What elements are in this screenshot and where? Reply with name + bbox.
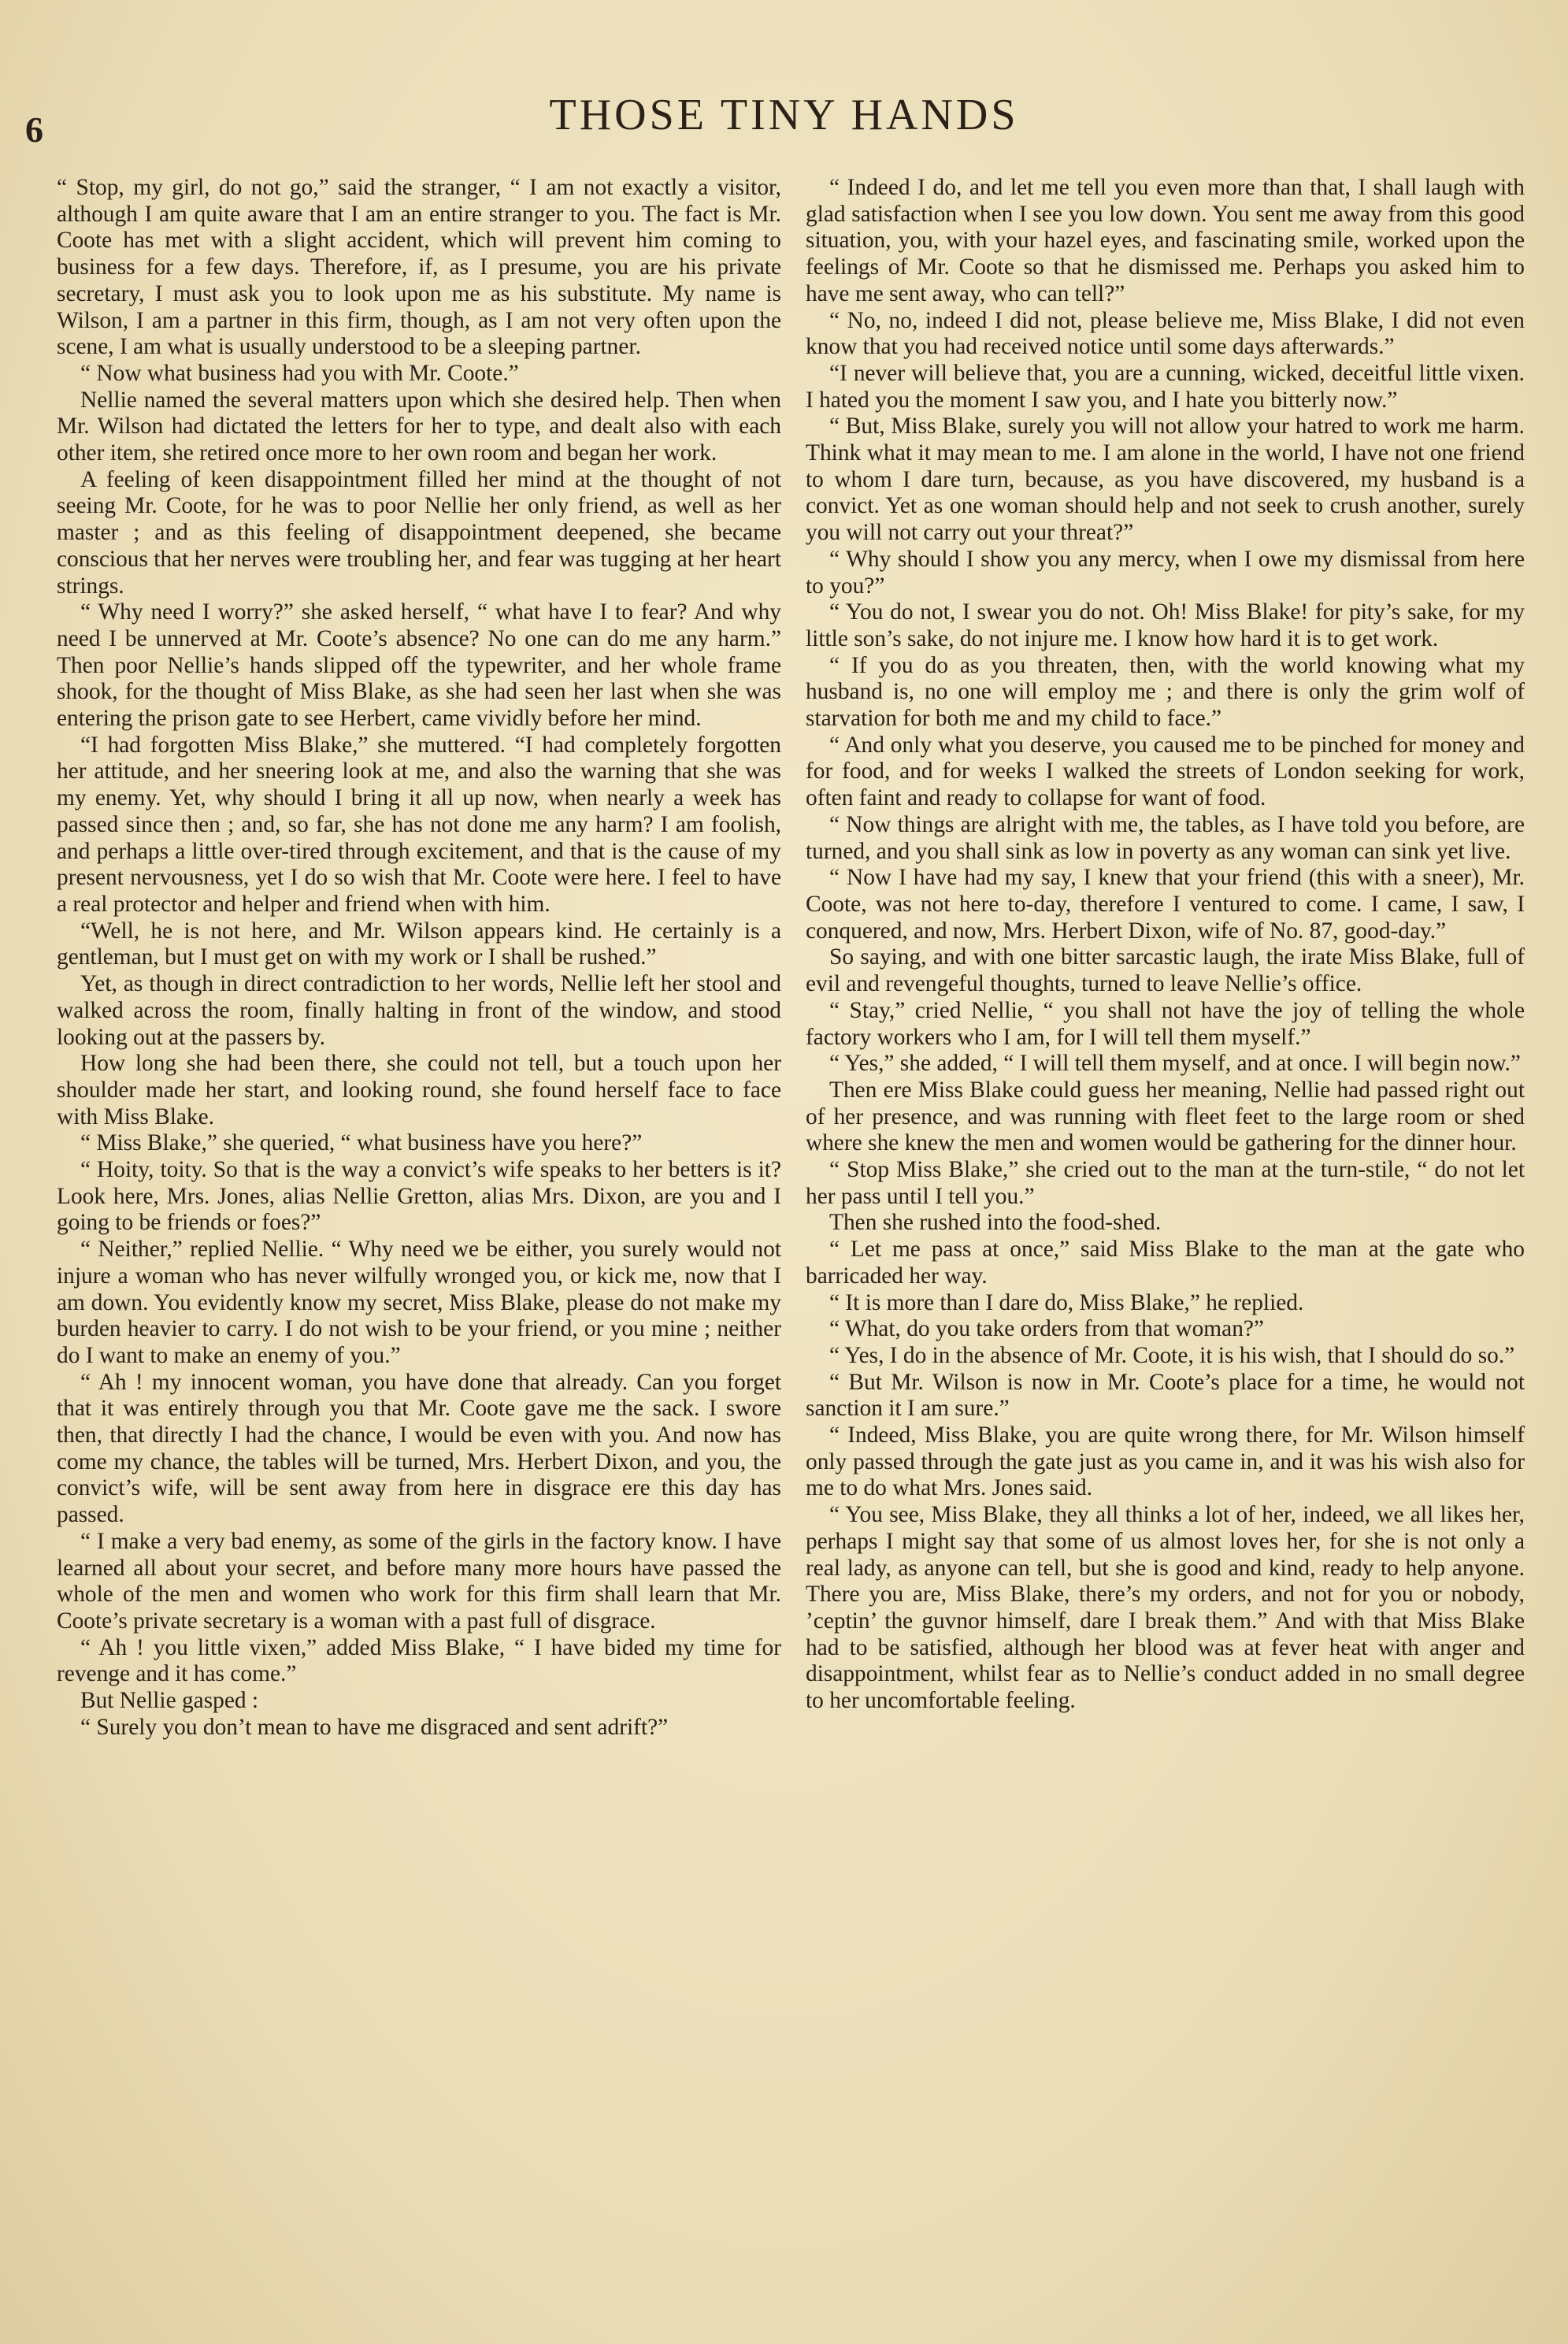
paragraph: “ Why need I worry?” she asked herself, “ what have I to fear? And why need I be unnerved at Mr. Coote’s absence? No one can do me any harm.” Then poor Nellie’s hands slipped off the typewriter, and her whole frame shook, for the thought of Miss Blake, as she had seen her last when she was entering the prison gate to see Herbert, came vividly before her mind. [57,599,781,732]
paragraph: “ Surely you don’t mean to have me disgraced and sent adrift?” [80,1714,669,1740]
paragraph: “ And only what you deserve, you caused me to be pinched for money and for food, and for weeks I walked the streets of London seeking for work, often faint and ready to collapse for want of food. [806,732,1525,811]
running-title: THOSE TINY HANDS [549,91,1019,139]
paragraph: “I never will believe that, you are a cunning, wicked, deceitful little vixen. I hated you the moment I saw you, and I hate you bitterly now.” [806,360,1525,413]
paragraph: “ Miss Blake,” she queried, “ what business have you here?” [80,1130,643,1156]
paragraph: Yet, as though in direct contradiction to her words, Nellie left her stool and walked across the room, finally halting in front of the window, and stood looking out at the passers by. [57,971,781,1050]
paragraph: Nellie named the several matters upon which she desired help. Then when Mr. Wilson had dictated the letters for her to type, and dealt also with each other item, she retired once more to her own room and began her work. [57,387,781,466]
paragraph: “ Yes,” she added, “ I will tell them myself, and at once. I will begin now.” [829,1051,1521,1077]
paragraph: “ What, do you take orders from that woman?” [829,1316,1264,1342]
paragraph: “ Stay,” cried Nellie, “ you shall not have the joy of telling the whole factory workers who I am, for I will tell them myself.” [806,997,1525,1050]
paragraph: “ It is more than I dare do, Miss Blake,” he replied. [829,1289,1304,1315]
paragraph: “ Indeed I do, and let me tell you even more than that, I shall laugh with glad satisfaction when I see you low down. You sent me away from this good situation, you, with your hazel eyes, and fascinating smile, worked upon the feelings of Mr. Coote so that he dismissed me. Perhaps you asked him to have me sent away, who can tell?” [806,175,1525,306]
paragraph: “ Stop Miss Blake,” she cried out to the man at the turn-stile, “ do not let her pass until I tell you.” [806,1157,1525,1209]
paragraph: “ You do not, I swear you do not. Oh! Miss Blake! for pity’s sake, for my little son’s sake, do not injure me. I know how hard it is to get work. [806,599,1525,651]
paragraph: Then she rushed into the food-shed. [829,1210,1162,1236]
paragraph: “ If you do as you threaten, then, with the world knowing what my husband is, no one will employ me ; and there is only the grim wolf of starvation for both me and my child to face.” [806,652,1525,732]
paragraph: “ You see, Miss Blake, they all thinks a lot of her, indeed, we all likes her, perhaps I might say that some of us almost loves her, for she is not only a real lady, as anyone can tell, but she is good and kind, ready to help anyone. There you are, Miss Blake, there’s my orders, and not for you or nobody, ’ceptin’ the guvnor himself, dare I break them.” And with that Miss Blake had to be satisfied, although her blood was at fever heat with anger and disappointment, whilst fear as to Nellie’s conduct added in no small degree to her uncomfortable feeling. [806,1502,1525,1714]
paragraph: “ Why should I show you any mercy, when I owe my dismissal from here to you?” [806,546,1525,599]
paragraph: But Nellie gasped : [80,1688,259,1714]
paragraph: Then ere Miss Blake could guess her meaning, Nellie had passed right out of her presence, and was running with fleet feet to the large room or shed where she knew the men and women would be gathering for the dinner hour. [806,1077,1525,1156]
paragraph: “ Indeed, Miss Blake, you are quite wrong there, for Mr. Wilson himself only passed through the gate just as you came in, and it was his wish also for me to do what Mrs. Jones said. [806,1422,1525,1501]
paragraph: “Well, he is not here, and Mr. Wilson appears kind. He certainly is a gentleman, but I must get on with my work or I shall be rushed.” [57,918,781,970]
paragraph: “ Hoity, toity. So that is the way a convict’s wife speaks to her betters is it? Look here, Mrs. Jones, alias Nellie Gretton, alias Mrs. Dixon, are you and I going to be friends or foes?” [57,1157,781,1236]
paragraph: “ Now I have had my say, I knew that your friend (this with a sneer), Mr. Coote, was not here to-day, therefore I ventured to come. I came, I saw, I conquered, and now, Mrs. Herbert Dixon, wife of No. 87, good-day.” [806,865,1525,944]
paragraph: “ Ah ! you little vixen,” added Miss Blake, “ I have bided my time for revenge and it has come.” [57,1634,781,1687]
paragraph: “ Now what business had you with Mr. Coote.” [80,360,519,386]
paragraph: So saying, and with one bitter sarcastic laugh, the irate Miss Blake, full of evil and revengeful thoughts, turned to leave Nellie’s office. [806,944,1525,997]
paragraph: How long she had been there, she could not tell, but a touch upon her shoulder made her start, and looking round, she found herself face to face with Miss Blake. [57,1051,781,1129]
left-column [57,175,781,2301]
paragraph: “ I make a very bad enemy, as some of the girls in the factory know. I have learned all about your secret, and before many more hours have passed the whole of the men and women who work for this firm shall learn that Mr. Coote’s private secretary is a woman with a past full of disgrace. [57,1528,781,1634]
right-column [806,175,1525,2301]
paragraph: “ Let me pass at once,” said Miss Blake to the man at the gate who barricaded her way. [806,1237,1525,1289]
paragraph: A feeling of keen disappointment filled her mind at the thought of not seeing Mr. Coote, for he was to poor Nellie her only friend, as well as her master ; and as this feeling of disappointment deepened, she became conscious that her nerves were troubling her, and fear was tugging at her heart strings. [57,466,781,599]
paragraph: “ Yes, I do in the absence of Mr. Coote, it is his wish, that I should do so.” [829,1342,1515,1368]
paragraph: “ Neither,” replied Nellie. “ Why need we be either, you surely would not injure a woman who has never wilfully wronged you, or kick me, now that I am down. You evidently know my secret, Miss Blake, please do not make my burden heavier to carry. I do not wish to be your friend, or you mine ; neither do I want to make an enemy of you.” [57,1237,781,1368]
paragraph: “ But, Miss Blake, surely you will not allow your hatred to work me harm. Think what it may mean to me. I am alone in the world, I have not one friend to whom I dare turn, because, as you have discovered, my husband is a convict. Yet as one woman should help and not seek to crush another, surely you will not carry out your threat?” [806,414,1525,546]
paragraph: “I had forgotten Miss Blake,” she muttered. “I had completely forgotten her attitude, and her sneering look at me, and also the warning that she was my enemy. Yet, why should I bring it all up now, when nearly a week has passed since then ; and, so far, she has not done me any harm? I am foolish, and perhaps a little over-tired through excitement, and that is the cause of my present nervousness, yet I do so wish that Mr. Coote were here. I feel to have a real protector and helper and friend when with him. [57,732,781,917]
paragraph: “ Stop, my girl, do not go,” said the stranger, “ I am not exactly a visitor, although I am quite aware that I am an entire stranger to you. The fact is Mr. Coote has met with a slight accident, which will prevent him coming to business for a few days. Therefore, if, as I presume, you are his private secretary, I must ask you to look upon me as his substitute. My name is Wilson, I am a partner in this firm, though, as I am not very often upon the scene, I am what is usually understood to be a sleeping partner. [57,175,781,360]
paragraph: “ Ah ! my innocent woman, you have done that already. Can you forget that it was entirely through you that Mr. Coote gave me the sack. I swore then, that directly I had the chance, I would be even with you. And now has come my chance, the tables will be turned, Mrs. Herbert Dixon, and you, the convict’s wife, will be sent away from here in disgrace ere this day has passed. [57,1369,781,1528]
page-number: 6 [25,109,43,150]
paragraph: “ Now things are alright with me, the tables, as I have told you before, are turned, and you shall sink as low in poverty as any woman can sink yet live. [806,811,1525,864]
page-header [0,85,1568,156]
paragraph: “ No, no, indeed I did not, please believe me, Miss Blake, I did not even know that you had received notice until some days afterwards.” [806,307,1525,360]
paragraph: “ But Mr. Wilson is now in Mr. Coote’s place for a time, he would not sanction it I am sure.” [806,1369,1525,1422]
